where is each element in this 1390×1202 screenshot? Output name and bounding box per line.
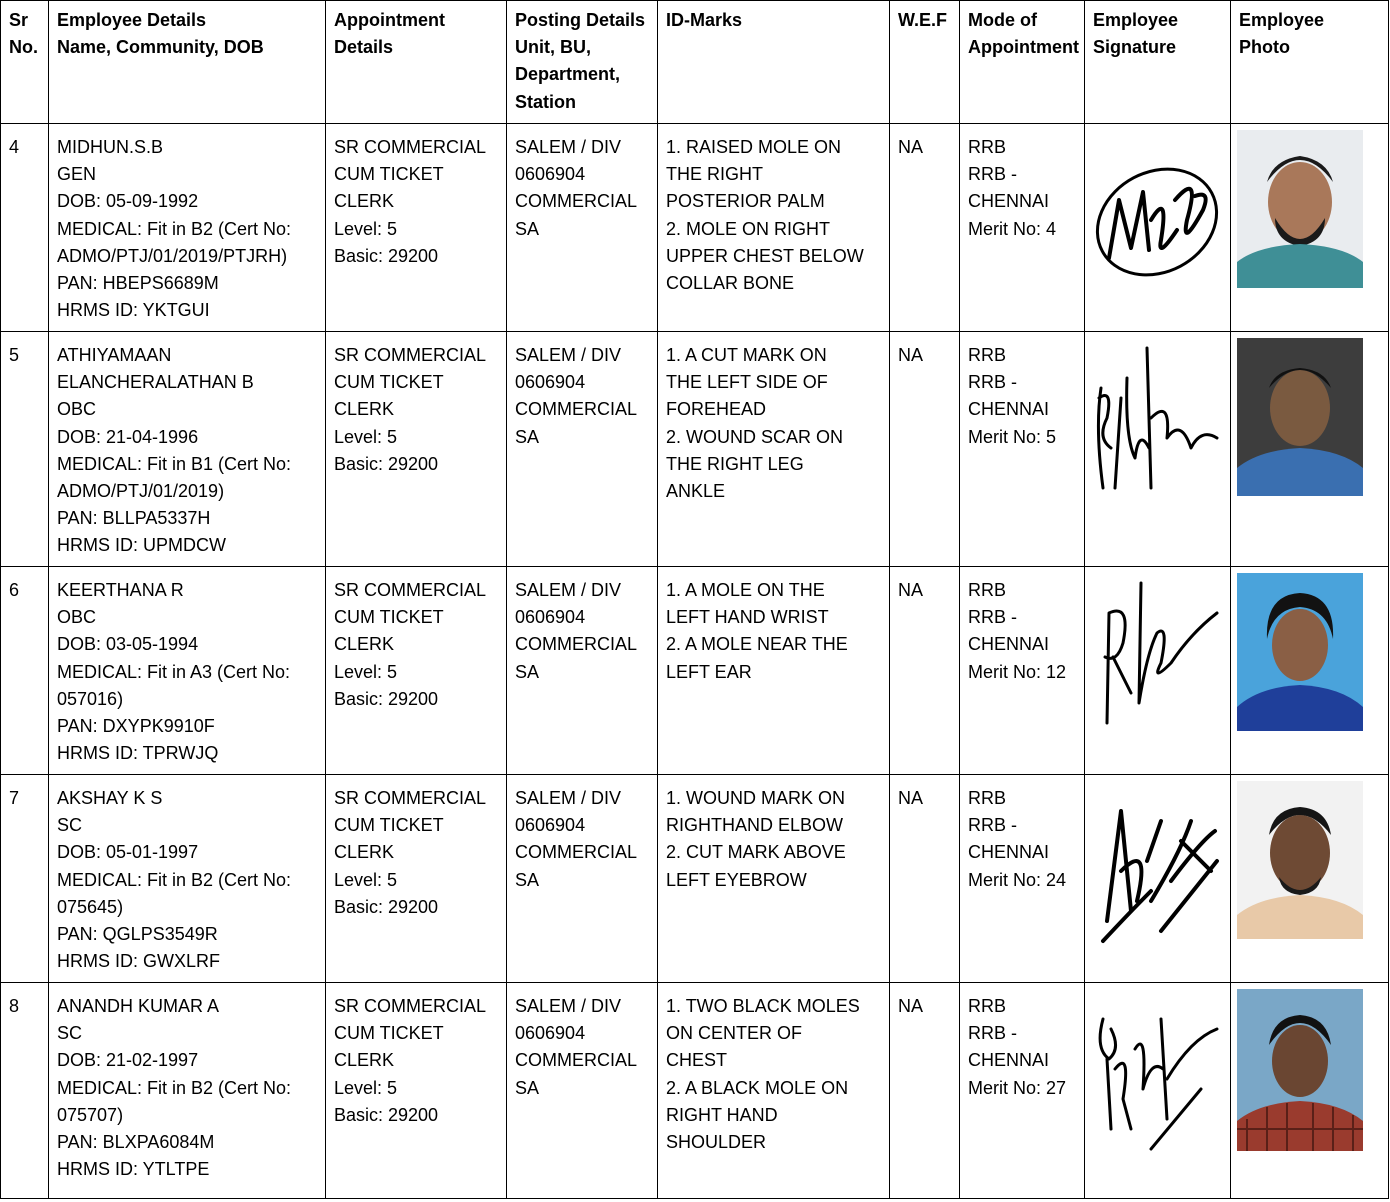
photo-cell <box>1231 332 1389 567</box>
posting-details-cell: SALEM / DIV 0606904 COMMERCIAL SA <box>507 983 658 1199</box>
wef-cell: NA <box>890 332 960 567</box>
appointment-details-cell: SR COMMERCIAL CUM TICKET CLERK Level: 5 Basic: 29200 <box>326 332 507 567</box>
employee-photo <box>1237 781 1363 939</box>
header-id-marks: ID-Marks <box>658 1 890 124</box>
signature-image <box>1091 130 1223 300</box>
table-row <box>1 124 1389 332</box>
posting-details-cell: SALEM / DIV 0606904 COMMERCIAL SA <box>507 332 658 567</box>
wef-cell: NA <box>890 775 960 983</box>
id-marks-cell: 1. RAISED MOLE ON THE RIGHT POSTERIOR PALM 2. MOLE ON RIGHT UPPER CHEST BELOW COLLAR BONE <box>658 124 890 332</box>
employee-photo <box>1237 989 1363 1151</box>
sr-cell: 6 <box>1 567 49 775</box>
employee-photo <box>1237 573 1363 731</box>
signature-cell <box>1085 567 1231 775</box>
sr-cell: 4 <box>1 124 49 332</box>
signature-cell <box>1085 332 1231 567</box>
mode-of-appointment-cell: RRB RRB - CHENNAI Merit No: 5 <box>960 332 1085 567</box>
table-row <box>1 775 1389 983</box>
mode-of-appointment-cell: RRB RRB - CHENNAI Merit No: 27 <box>960 983 1085 1199</box>
signature-image <box>1091 573 1223 743</box>
header-mode-of-appointment: Mode of Appointment <box>960 1 1085 124</box>
sr-cell: 7 <box>1 775 49 983</box>
table-row <box>1 332 1389 567</box>
header-employee-signature: Employee Signature <box>1085 1 1231 124</box>
header-appointment-details: Appointment Details <box>326 1 507 124</box>
header-employee-details: Employee Details Name, Community, DOB <box>49 1 326 124</box>
employee-details-cell: AKSHAY K S SC DOB: 05-01-1997 MEDICAL: Fit in B2 (Cert No: 075645) PAN: QGLPS3549R HRMS ID: GWXLRF <box>49 775 326 983</box>
id-marks-cell: 1. A CUT MARK ON THE LEFT SIDE OF FOREHEAD 2. WOUND SCAR ON THE RIGHT LEG ANKLE <box>658 332 890 567</box>
employee-details-cell: ATHIYAMAAN ELANCHERALATHAN B OBC DOB: 21-04-1996 MEDICAL: Fit in B1 (Cert No: ADMO/PTJ/01/2019) PAN: BLLPA5337H HRMS ID: UPMDCW <box>49 332 326 567</box>
id-marks-cell: 1. WOUND MARK ON RIGHTHAND ELBOW 2. CUT MARK ABOVE LEFT EYEBROW <box>658 775 890 983</box>
mode-of-appointment-cell: RRB RRB - CHENNAI Merit No: 4 <box>960 124 1085 332</box>
signature-image <box>1091 989 1223 1159</box>
header-sr: Sr No. <box>1 1 49 124</box>
appointment-details-cell: SR COMMERCIAL CUM TICKET CLERK Level: 5 Basic: 29200 <box>326 983 507 1199</box>
signature-cell <box>1085 775 1231 983</box>
table-row <box>1 567 1389 775</box>
sr-cell: 5 <box>1 332 49 567</box>
header-wef: W.E.F <box>890 1 960 124</box>
employee-details-cell: MIDHUN.S.B GEN DOB: 05-09-1992 MEDICAL: Fit in B2 (Cert No: ADMO/PTJ/01/2019/PTJRH) PAN: HBEPS6689M HRMS ID: YKTGUI <box>49 124 326 332</box>
signature-cell <box>1085 124 1231 332</box>
id-marks-cell: 1. TWO BLACK MOLES ON CENTER OF CHEST 2. A BLACK MOLE ON RIGHT HAND SHOULDER <box>658 983 890 1199</box>
appointment-details-cell: SR COMMERCIAL CUM TICKET CLERK Level: 5 Basic: 29200 <box>326 124 507 332</box>
appointment-details-cell: SR COMMERCIAL CUM TICKET CLERK Level: 5 Basic: 29200 <box>326 775 507 983</box>
wef-cell: NA <box>890 124 960 332</box>
wef-cell: NA <box>890 983 960 1199</box>
id-marks-cell: 1. A MOLE ON THE LEFT HAND WRIST 2. A MOLE NEAR THE LEFT EAR <box>658 567 890 775</box>
header-row <box>1 1 1389 124</box>
header-posting-details: Posting Details Unit, BU, Department, Station <box>507 1 658 124</box>
signature-cell <box>1085 983 1231 1199</box>
signature-image <box>1091 781 1223 951</box>
table-row <box>1 983 1389 1199</box>
photo-cell <box>1231 983 1389 1199</box>
sr-cell: 8 <box>1 983 49 1199</box>
photo-cell <box>1231 124 1389 332</box>
employee-photo <box>1237 130 1363 288</box>
posting-details-cell: SALEM / DIV 0606904 COMMERCIAL SA <box>507 567 658 775</box>
posting-details-cell: SALEM / DIV 0606904 COMMERCIAL SA <box>507 124 658 332</box>
signature-image <box>1091 338 1223 508</box>
mode-of-appointment-cell: RRB RRB - CHENNAI Merit No: 12 <box>960 567 1085 775</box>
photo-cell <box>1231 567 1389 775</box>
employee-details-cell: KEERTHANA R OBC DOB: 03-05-1994 MEDICAL: Fit in A3 (Cert No: 057016) PAN: DXYPK9910F HRMS ID: TPRWJQ <box>49 567 326 775</box>
posting-details-cell: SALEM / DIV 0606904 COMMERCIAL SA <box>507 775 658 983</box>
appointment-details-cell: SR COMMERCIAL CUM TICKET CLERK Level: 5 Basic: 29200 <box>326 567 507 775</box>
header-employee-photo: Employee Photo <box>1231 1 1389 124</box>
mode-of-appointment-cell: RRB RRB - CHENNAI Merit No: 24 <box>960 775 1085 983</box>
photo-cell <box>1231 775 1389 983</box>
employee-details-cell: ANANDH KUMAR A SC DOB: 21-02-1997 MEDICAL: Fit in B2 (Cert No: 075707) PAN: BLXPA6084M HRMS ID: YTLTPE <box>49 983 326 1199</box>
wef-cell: NA <box>890 567 960 775</box>
employee-photo <box>1237 338 1363 496</box>
